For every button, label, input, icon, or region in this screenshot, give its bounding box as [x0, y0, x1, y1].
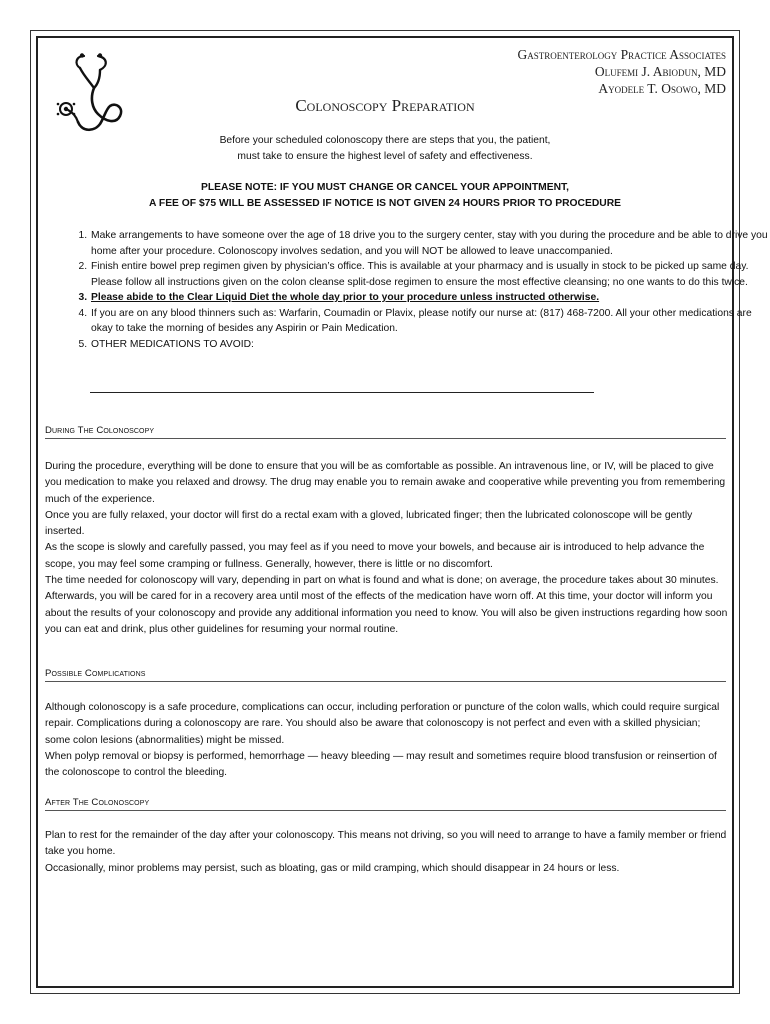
intro-line-2: must take to ensure the highest level of safety and effectiveness.	[237, 151, 533, 162]
practice-name: Gastroenterology Practice Associates	[517, 47, 726, 62]
paragraph: During the procedure, everything will be done to ensure that you will be as comfortable as possible. An intravenous line, or IV, will be placed to give you medication to make you relaxed and drowsy. The drug may enable you to remain awake and cooperative while preventing you from remembering much of the experience.	[45, 461, 726, 505]
notice-line-2: A FEE OF $75 WILL BE ASSESSED IF NOTICE IS NOT GIVEN 24 HOURS PRIOR TO PROCEDURE	[148, 198, 622, 209]
paragraph: When polyp removal or biopsy is performed, hemorrhage — heavy bleeding — may result and sometimes require blood transfusion or reinsertion of the colonoscope to control the bleeding.	[45, 750, 717, 779]
section-body-during	[45, 459, 728, 638]
step-item: 2. Finish entire bowel prep regimen given by physician’s office. This is available at your pharmacy and is usually in stock to be picked up same day. Please follow all instructions given on the colon cleanse split-dose regimen to ensure the most effective cleansing; no one wants to do this twice.	[90, 259, 770, 290]
intro-line-1: Before your scheduled colonoscopy there are steps that you, the patient,	[219, 135, 551, 146]
medications-blank-line	[90, 392, 594, 393]
stethoscope-icon	[54, 52, 130, 138]
paragraph: Once you are fully relaxed, your doctor will first do a rectal exam with a gloved, lubricated finger; then the lubricated colonoscope will be gently inserted.	[45, 509, 693, 538]
step-item-emphasized: 3. Please abide to the Clear Liquid Diet the whole day prior to your procedure unless instructed otherwise.	[90, 290, 770, 306]
practice-header	[517, 46, 726, 97]
paragraph: Although colonoscopy is a safe procedure, complications can occur, including perforation or puncture of the colon walls, which could require surgical repair. Complications during a colonoscopy are rare. You should also be aware that colonoscopy is not perfect and even with a skilled physician; some colon lesions (abnormalities) might be missed.	[45, 702, 720, 746]
intro-text	[0, 133, 770, 165]
step-item: 4. If you are on any blood thinners such as: Warfarin, Coumadin or Plavix, please notify our nurse at: (817) 468-7200. All your other medications are okay to take the morning of besides any Aspirin or Pain Medication.	[90, 306, 770, 337]
section-heading-during: During The Colonoscopy	[45, 425, 726, 439]
cancellation-notice	[0, 180, 770, 212]
notice-line-1: PLEASE NOTE: IF YOU MUST CHANGE OR CANCEL YOUR APPOINTMENT,	[200, 182, 570, 193]
page-title: Colonoscopy Preparation	[295, 96, 475, 115]
section-body-after	[45, 828, 728, 877]
doctor-name-2: Ayodele T. Osowo, MD	[598, 81, 726, 96]
preparation-steps	[44, 228, 770, 352]
paragraph: Plan to rest for the remainder of the day after your colonoscopy. This means not driving, so you will need to arrange to have a family member or friend take you home.	[45, 830, 727, 858]
section-body-complications	[45, 700, 728, 781]
section-heading-after: After The Colonoscopy	[45, 797, 726, 811]
paragraph: Occasionally, minor problems may persist, such as bloating, gas or mild cramping, which should disappear in 24 hours or less.	[45, 862, 620, 874]
doctor-name-1: Olufemi J. Abiodun, MD	[594, 64, 726, 79]
step-item: 1. Make arrangements to have someone over the age of 18 drive you to the surgery center, stay with you during the procedure and be able to drive you home after your procedure. Colonoscopy involves sedation, and you will NOT be allowed to leave unaccompanied.	[90, 228, 770, 259]
section-heading-complications: Possible Complications	[45, 668, 726, 682]
step-item: 5. OTHER MEDICATIONS TO AVOID:	[90, 337, 770, 353]
paragraph: The time needed for colonoscopy will vary, depending in part on what is found and what is done; on average, the procedure takes about 30 minutes. Afterwards, you will be cared for in a recovery area until most of the effects of the medication have worn off. At this time, your doctor will inform you about the results of your colonoscopy and provide any additional information you need to know. You will also be given instructions regarding how soon you can eat and drink, plus other guidelines for resuming your normal routine.	[45, 575, 728, 635]
paragraph: As the scope is slowly and carefully passed, you may feel as if you need to move your bowels, and because air is introduced to help advance the scope, you may feel some cramping or fullness. Generally, however, there is little or no discomfort.	[45, 542, 705, 570]
